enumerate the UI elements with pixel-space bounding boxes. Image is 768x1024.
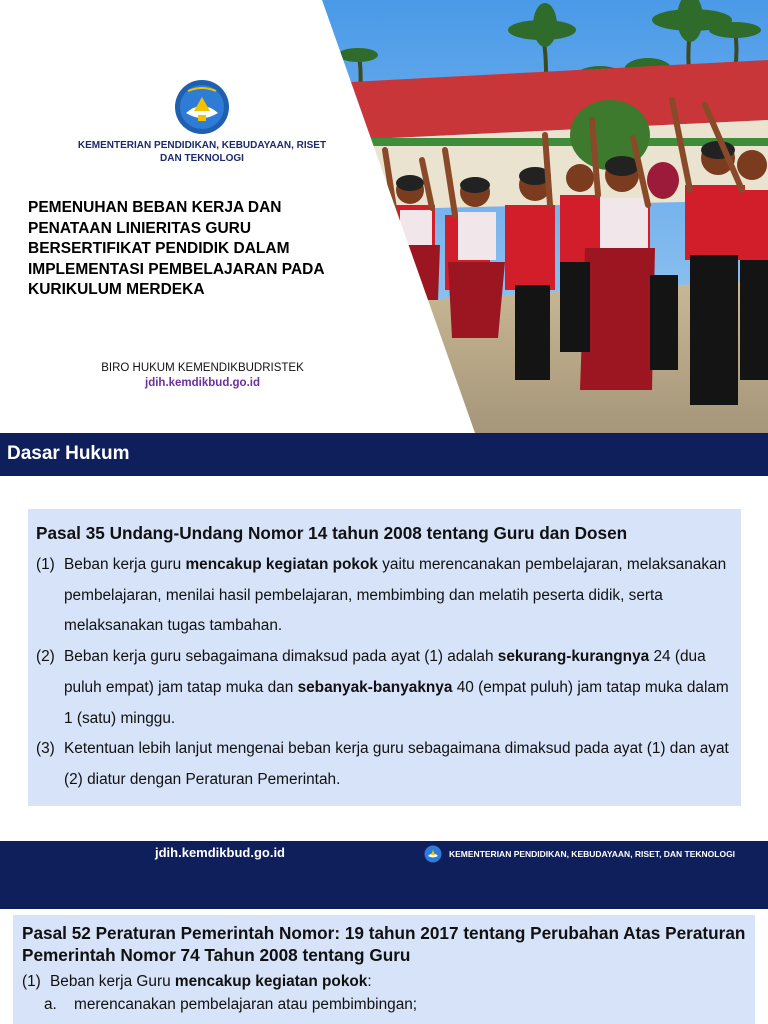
text-run: 24 (dua puluh empat) jam tatap muka dan — [64, 648, 706, 696]
cover-title-line: PENATAAN LINIERITAS GURU — [28, 219, 252, 237]
cover-title-line: BERSERTIFIKAT PENDIDIK DALAM — [28, 240, 290, 257]
sub-item-text: merencanakan pembelajaran atau pembimbingan; — [74, 996, 418, 1013]
text-run: : — [367, 973, 372, 990]
article-52-item-1 — [22, 970, 746, 993]
section-header-bar — [0, 433, 768, 476]
ministry-line-2: DAN TEKNOLOGI — [160, 153, 244, 164]
article-35-item-1 — [36, 550, 733, 642]
text-run: Beban kerja guru sebagaimana dimaksud pada ayat (1) adalah — [64, 648, 498, 666]
footer-ministry-name: KEMENTERIAN PENDIDIKAN, KEBUDAYAAN, RISET, DAN TEKNOLOGI — [449, 849, 736, 859]
sub-item-letter: a. — [44, 996, 57, 1013]
cover-title-line: IMPLEMENTASI PEMBELAJARAN PADA — [28, 260, 325, 278]
article-52-box — [13, 915, 755, 1024]
article-35-title: Pasal 35 Undang-Undang Nomor 14 tahun 2008 tentang Guru dan Dosen — [36, 523, 628, 543]
article-52-slide — [0, 909, 768, 1024]
bold-text-run: sekurang-kurangnya — [497, 648, 650, 666]
ministry-logo-icon — [174, 79, 230, 135]
bureau-name: BIRO HUKUM KEMENDIKBUDRISTEK — [101, 362, 304, 374]
item-number: (1) — [36, 556, 55, 573]
article-52-sub-item-a — [22, 993, 746, 1016]
legal-basis-slide — [0, 433, 768, 841]
ministry-name — [52, 139, 352, 165]
article-52-title: Pasal 52 Peraturan Pemerintah Nomor: 19 tahun 2017 tentang Perubahan Atas Peraturan Pemerintah Nomor 74 Tahun 2008 tentang Guru — [22, 923, 746, 965]
item-text — [64, 642, 733, 734]
cover-slide — [0, 0, 768, 433]
bold-text-run: mencakup kegiatan pokok — [174, 973, 368, 990]
article-35-item-3 — [36, 734, 733, 795]
item-text — [50, 970, 746, 993]
bold-text-run: mencakup kegiatan pokok — [185, 556, 378, 573]
ministry-line-1: KEMENTERIAN PENDIDIKAN, KEBUDAYAAN, RISET — [77, 140, 327, 151]
text-run: yaitu merencanakan pembelajaran, melaksanakan pembelajaran, menilai hasil pembelajaran, membimbing dan melatih peserta didik, serta melaksanakan tugas tambahan. — [64, 556, 727, 635]
footer-url-link[interactable]: jdih.kemdikbud.go.id — [155, 845, 285, 860]
cover-title-line: KURIKULUM MERDEKA — [28, 281, 205, 298]
section-header-title: Dasar Hukum — [7, 443, 130, 464]
item-text: Ketentuan lebih lanjut mengenai beban kerja guru sebagaimana dimaksud pada ayat (1) dan ayat (2) diatur dengan Peraturan Pemerintah. — [64, 740, 729, 788]
cover-url-link[interactable]: jdih.kemdikbud.go.id — [145, 377, 260, 389]
item-text — [64, 550, 733, 642]
footer-logo-icon — [424, 845, 442, 863]
article-35-box — [28, 509, 741, 806]
text-run: 40 (empat puluh) jam tatap muka dalam 1 (satu) minggu. — [64, 678, 729, 727]
item-number: (2) — [36, 648, 55, 666]
article-35-item-2 — [36, 642, 733, 734]
bold-text-run: sebanyak-banyaknya — [297, 678, 453, 696]
text-run: Beban kerja guru — [64, 556, 186, 573]
text-run: Beban kerja Guru — [50, 973, 175, 990]
cover-title-line: PEMENUHAN BEBAN KERJA DAN — [28, 199, 282, 216]
slide-footer — [0, 841, 768, 909]
item-number: (1) — [22, 973, 41, 990]
item-number: (3) — [36, 740, 55, 758]
cover-title — [28, 198, 388, 301]
